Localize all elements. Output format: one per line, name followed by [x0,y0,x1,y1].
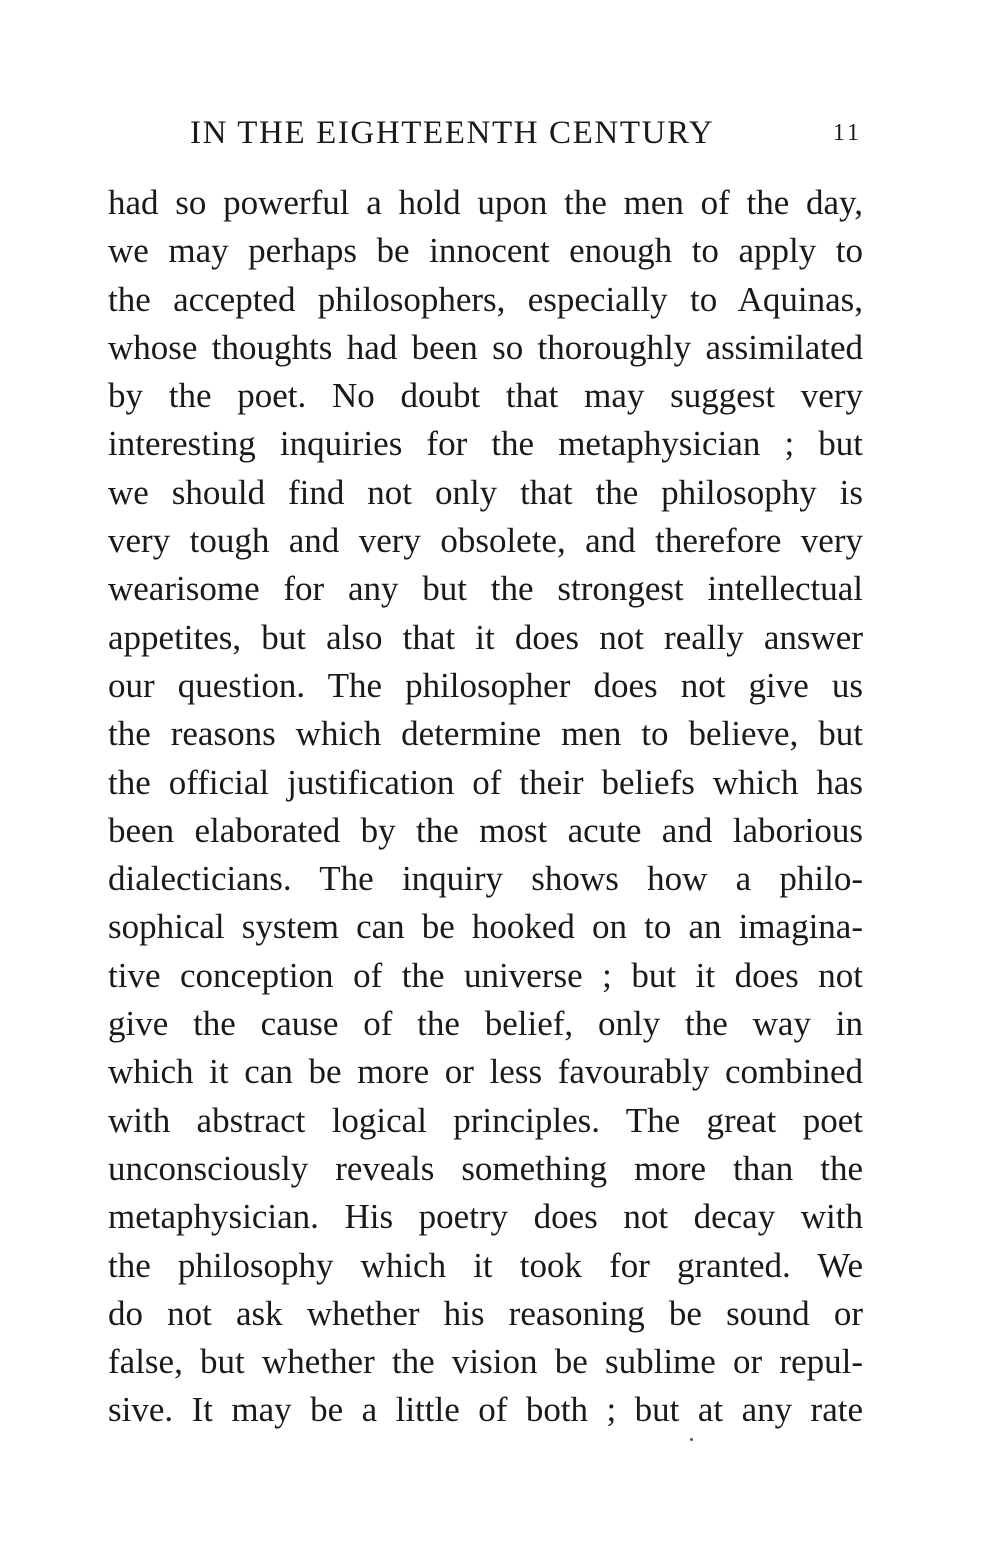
text-line: the philosophy which it took for granted. We [108,1245,863,1285]
text-line: whose thoughts had been so thoroughly assimilated [108,327,863,367]
text-line: with abstract logical principles. The great poet [108,1100,863,1140]
text-line: our question. The philosopher does not give us [108,665,863,705]
text-line: do not ask whether his reasoning be sound or [108,1293,863,1333]
text-line: appetites, but also that it does not really answer [108,617,863,657]
text-line: tive conception of the universe ; but it does not [108,955,863,995]
text-line: false, but whether the vision be sublime or repul- [108,1342,863,1382]
text-line: dialecticians. The inquiry shows how a philo- [108,859,863,899]
running-title: IN THE EIGHTEENTH CENTURY [190,115,715,151]
text-line: which it can be more or less favourably combined [108,1052,863,1092]
body-text [108,179,863,1435]
text-line: had so powerful a hold upon the men of the day, [108,183,863,222]
running-head [190,108,862,158]
ink-speck [690,1438,693,1441]
text-line: by the poet. No doubt that may suggest very [108,376,863,416]
text-line: the accepted philosophers, especially to Aquinas, [108,279,863,319]
text-line: the reasons which determine men to believe, but [108,714,863,754]
text-line: metaphysician. His poetry does not decay with [108,1197,863,1237]
text-line: sive. It may be a little of both ; but at any rate [108,1390,863,1430]
text-line: sophical system can be hooked on to an imagina- [108,907,863,947]
text-line: give the cause of the belief, only the way in [108,1004,863,1044]
text-line: interesting inquiries for the metaphysician ; but [108,424,863,464]
page-number: 11 [832,120,862,146]
text-line: we may perhaps be innocent enough to apply to [108,231,863,271]
text-line: wearisome for any but the strongest intellectual [108,569,863,609]
text-line: very tough and very obsolete, and therefore very [108,521,863,561]
text-line: we should find not only that the philosophy is [108,472,863,512]
text-line: unconsciously reveals something more than the [108,1148,863,1188]
text-line: been elaborated by the most acute and laborious [108,810,863,850]
text-line: the official justification of their beliefs which has [108,762,863,802]
